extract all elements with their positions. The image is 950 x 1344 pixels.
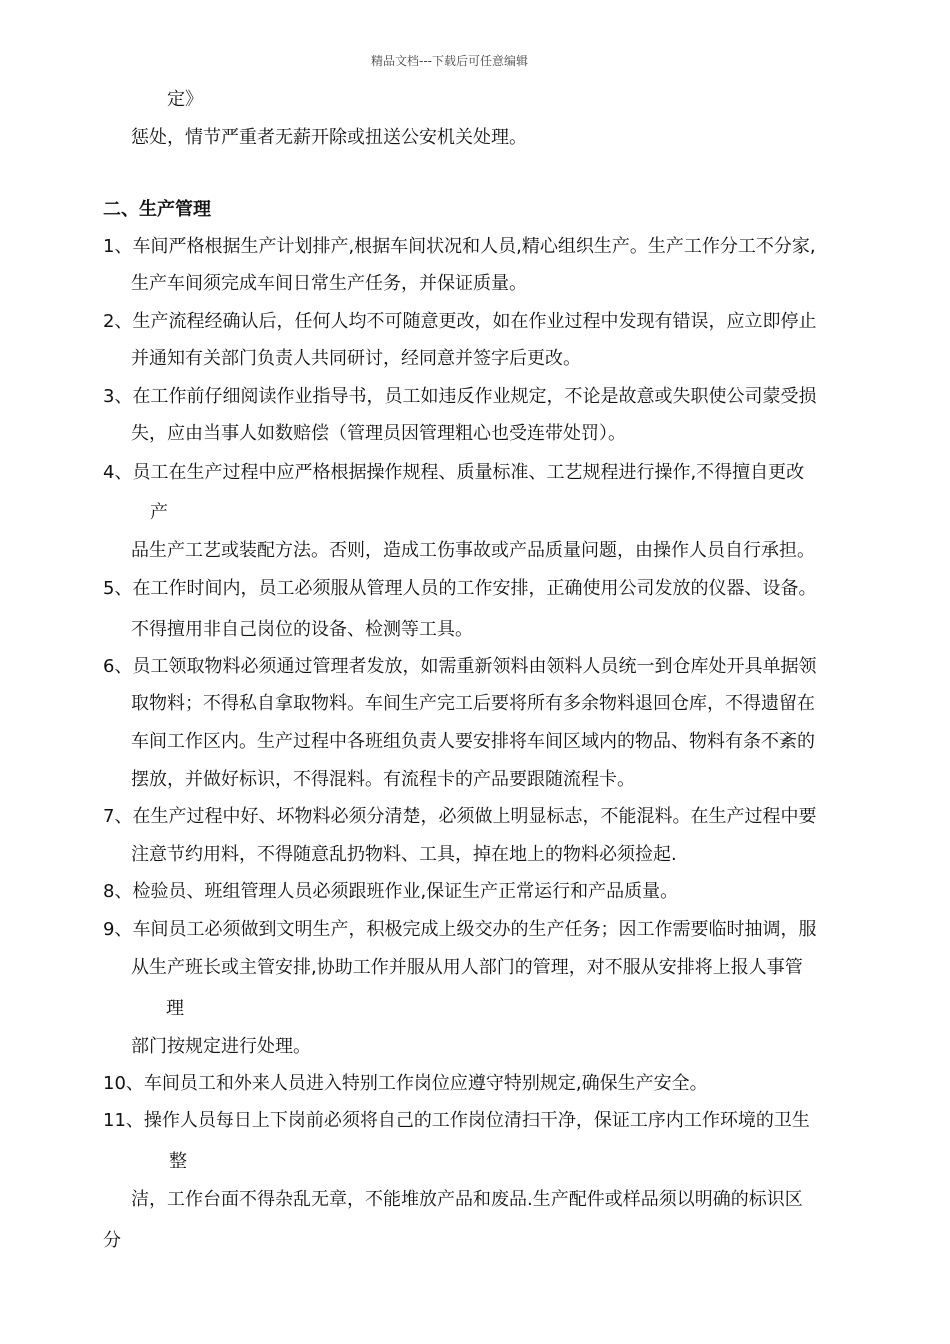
text-line: 9、车间员工必须做到文明生产，积极完成上级交办的生产任务；因工作需要临时抽调，服 (103, 919, 817, 940)
text-line: 10、车间员工和外来人员进入特别工作岗位应遵守特别规定,确保生产安全。 (103, 1073, 708, 1094)
page-header: 精品文档---下载后可任意编辑 (371, 54, 528, 68)
text-line: 11、操作人员每日上下岗前必须将自己的工作岗位清扫干净，保证工序内工作环境的卫生 (103, 1110, 810, 1131)
text-line: 理 (166, 998, 184, 1019)
text-line: 2、生产流程经确认后，任何人均不可随意更改，如在作业过程中发现有错误，应立即停止 (103, 311, 817, 332)
text-line: 生产车间须完成车间日常生产任务，并保证质量。 (131, 273, 527, 294)
text-line: 惩处，情节严重者无薪开除或扭送公安机关处理。 (131, 127, 527, 148)
text-line: 8、检验员、班组管理人员必须跟班作业,保证生产正常运行和产品质量。 (103, 881, 679, 902)
text-line: 取物料；不得私自拿取物料。车间生产完工后要将所有多余物料退回仓库，不得遗留在 (131, 693, 815, 714)
text-line: 分 (103, 1230, 121, 1251)
text-line: 整 (169, 1151, 187, 1172)
text-line: 注意节约用料，不得随意乱扔物料、工具，掉在地上的物料必须捡起. (131, 844, 677, 865)
text-line: 洁，工作台面不得杂乱无章，不能堆放产品和废品.生产配件或样品须以明确的标识区 (131, 1189, 803, 1210)
text-line: 4、员工在生产过程中应严格根据操作规程、质量标准、工艺规程进行操作,不得擅自更改 (103, 462, 805, 483)
text-line: 失，应由当事人如数赔偿（管理员因管理粗心也受连带处罚）。 (131, 423, 626, 444)
text-line: 部门按规定进行处理。 (131, 1036, 311, 1057)
text-line: 1、车间严格根据生产计划排产,根据车间状况和人员,精心组织生产。生产工作分工不分家, (103, 236, 816, 257)
text-line: 摆放，并做好标识，不得混料。有流程卡的产品要跟随流程卡。 (131, 769, 635, 790)
text-line: 从生产班长或主管安排,协助工作并服从用人部门的管理，对不服从安排将上报人事管 (131, 957, 803, 978)
text-line: 3、在工作前仔细阅读作业指导书，员工如违反作业规定，不论是故意或失职使公司蒙受损 (103, 386, 817, 407)
text-line: 车间工作区内。生产过程中各班组负责人要安排将车间区域内的物品、物料有条不紊的 (131, 731, 815, 752)
text-line: 品生产工艺或装配方法。否则，造成工伤事故或产品质量问题，由操作人员自行承担。 (131, 540, 815, 561)
section-heading: 二、生产管理 (103, 199, 211, 220)
text-line: 定》 (167, 89, 203, 110)
text-line: 不得擅用非自己岗位的设备、检测等工具。 (131, 619, 473, 640)
text-line: 7、在生产过程中好、坏物料必须分清楚，必须做上明显标志，不能混料。在生产过程中要 (103, 806, 817, 827)
text-line: 5、在工作时间内，员工必须服从管理人员的工作安排，正确使用公司发放的仪器、设备。 (103, 578, 817, 599)
text-line: 产 (150, 502, 168, 523)
text-line: 6、员工领取物料必须通过管理者发放，如需重新领料由领料人员统一到仓库处开具单据领 (103, 656, 817, 677)
text-line: 并通知有关部门负责人共同研讨，经同意并签字后更改。 (131, 348, 581, 369)
